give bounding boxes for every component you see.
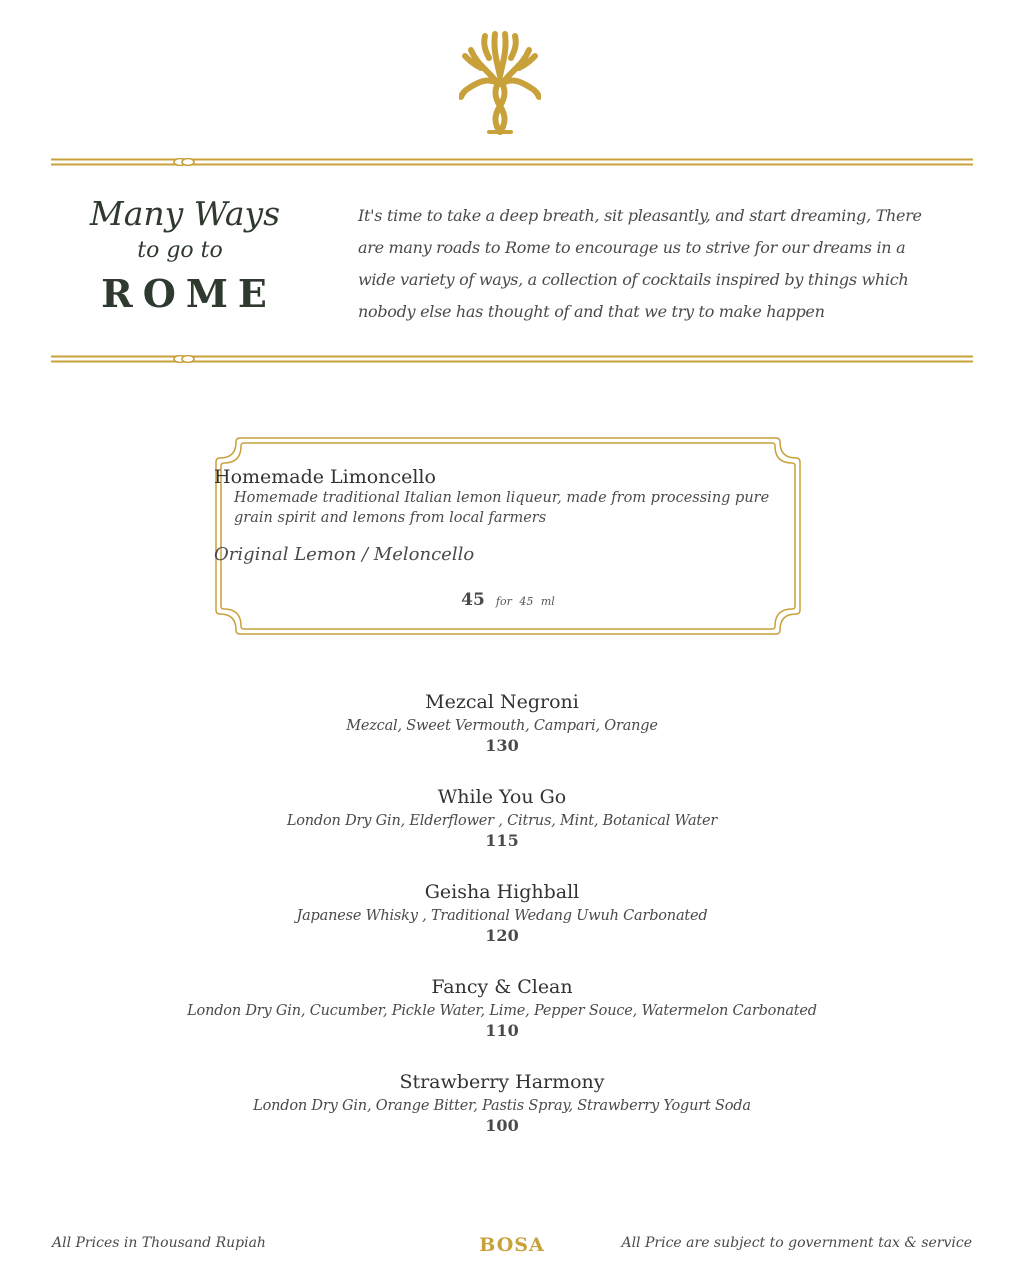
featured-item-unit: for 45 ml [495,595,555,608]
bottom-divider [51,355,973,363]
menu-item-name: Geisha Highball [424,881,580,903]
menu-item-description: London Dry Gin, Orange Bitter, Pastis Spray, Strawberry Yogurt Soda [253,1098,751,1114]
top-divider [51,158,973,166]
title-line-1: Many Ways [89,194,281,233]
menu-item [112,783,892,878]
intro-paragraph: It's time to take a deep breath, sit pleasantly, and start dreaming, There are many roads to Rome to encourage us to strive for our dreams in a wide variety of ways, a collection of cocktails inspired by things which nobody else has thought of and that we try to make happen [358,206,922,321]
footer-brand-logo: BOSA [479,1234,545,1256]
menu-item-description: London Dry Gin, Cucumber, Pickle Water, Lime, Pepper Souce, Watermelon Carbonated [187,1003,817,1019]
featured-item-price-row [214,590,802,610]
menu-item [112,878,892,973]
featured-item-variants: Original Lemon / Meloncello [214,544,475,565]
featured-item-description: Homemade traditional Italian lemon liqueur, made from processing pure grain spirit and lemons from local farmers [234,490,770,526]
featured-item-card [214,436,802,636]
featured-item-price: 45 [461,590,485,610]
menu-item [112,973,892,1068]
menu-title [60,192,310,322]
menu-item-description: London Dry Gin, Elderflower , Citrus, Mint, Botanical Water [286,813,718,829]
menu-item [112,1068,892,1163]
menu-item-price: 120 [485,926,519,945]
menu-item [112,688,892,783]
menu-item-price: 100 [485,1116,519,1135]
featured-item-name: Homemade Limoncello [214,466,436,488]
menu-item-name: Fancy & Clean [431,976,573,998]
cocktail-list [112,688,892,1163]
tree-logo-icon [459,28,541,136]
menu-item-price: 115 [485,831,519,850]
title-line-2: to go to [137,238,223,263]
menu-item-price: 130 [485,736,519,755]
footer-tax-note: All Price are subject to government tax & service [621,1235,972,1251]
footer-currency-note: All Prices in Thousand Rupiah [52,1235,266,1251]
menu-item-description: Japanese Whisky , Traditional Wedang Uwuh Carbonated [296,908,708,924]
menu-item-price: 110 [485,1021,519,1040]
menu-item-name: While You Go [437,786,567,808]
title-line-3: ROME [101,271,277,316]
menu-item-name: Mezcal Negroni [425,691,579,713]
menu-item-description: Mezcal, Sweet Vermouth, Campari, Orange [346,718,658,734]
menu-item-name: Strawberry Harmony [399,1071,605,1093]
